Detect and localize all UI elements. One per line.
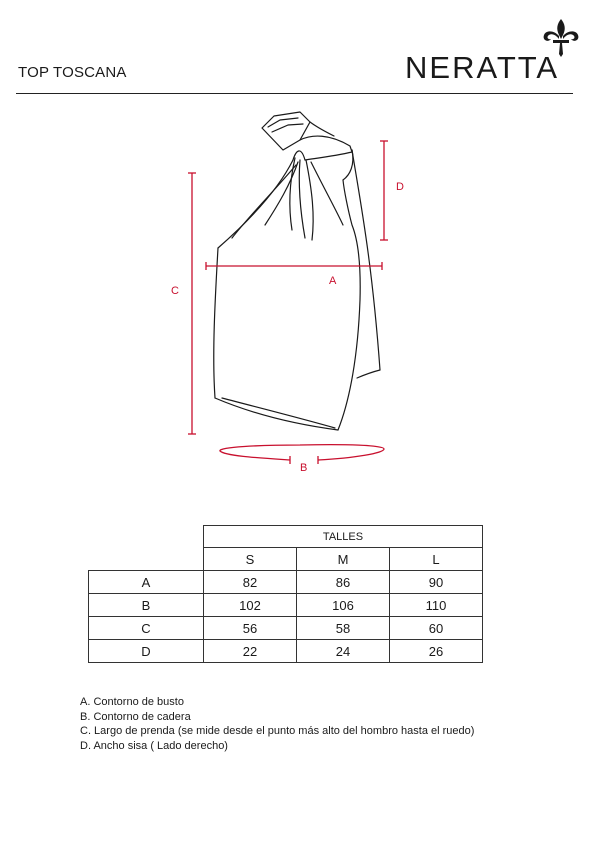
size-header-s: S xyxy=(204,548,297,571)
measure-label-a: A xyxy=(329,275,337,287)
header-divider xyxy=(16,93,573,94)
table-cell: 102 xyxy=(204,594,297,617)
table-cell: 24 xyxy=(297,640,390,663)
table-cell: 82 xyxy=(204,571,297,594)
table-cell: 106 xyxy=(297,594,390,617)
fleur-de-lis-icon xyxy=(540,18,582,58)
table-size-header-row xyxy=(89,548,483,571)
note-item: A. Contorno de busto xyxy=(80,696,184,708)
table-cell: 58 xyxy=(297,617,390,640)
measurement-notes xyxy=(80,695,474,753)
table-cell: 22 xyxy=(204,640,297,663)
measure-label-b: B xyxy=(300,462,308,474)
note-item: D. Ancho sisa ( Lado derecho) xyxy=(80,739,228,752)
table-row xyxy=(89,594,483,617)
size-header-m: M xyxy=(297,548,390,571)
row-label: A xyxy=(89,571,204,594)
size-header-l: L xyxy=(390,548,483,571)
size-table xyxy=(88,525,483,663)
table-group-header: TALLES xyxy=(204,526,483,548)
table-cell: 26 xyxy=(390,640,483,663)
table-group-header-row xyxy=(89,526,483,548)
note-item: C. Largo de prenda (se mide desde el punto más alto del hombro hasta el ruedo) xyxy=(80,725,475,737)
table-cell: 56 xyxy=(204,617,297,640)
garment-technical-drawing xyxy=(0,100,595,490)
table-row xyxy=(89,617,483,640)
row-label: B xyxy=(89,594,204,617)
row-label: D xyxy=(89,640,204,663)
note-item: B. Contorno de cadera xyxy=(80,710,191,723)
measure-label-d: D xyxy=(396,181,404,193)
table-cell: 110 xyxy=(390,594,483,617)
table-row xyxy=(89,640,483,663)
row-label: C xyxy=(89,617,204,640)
measure-label-c: C xyxy=(171,285,179,297)
table-cell: 86 xyxy=(297,571,390,594)
brand-logo-text: NERATTA xyxy=(405,50,560,85)
table-row xyxy=(89,571,483,594)
garment-title: TOP TOSCANA xyxy=(18,64,127,81)
top-garment-sketch xyxy=(214,112,380,430)
table-cell: 90 xyxy=(390,571,483,594)
table-cell: 60 xyxy=(390,617,483,640)
